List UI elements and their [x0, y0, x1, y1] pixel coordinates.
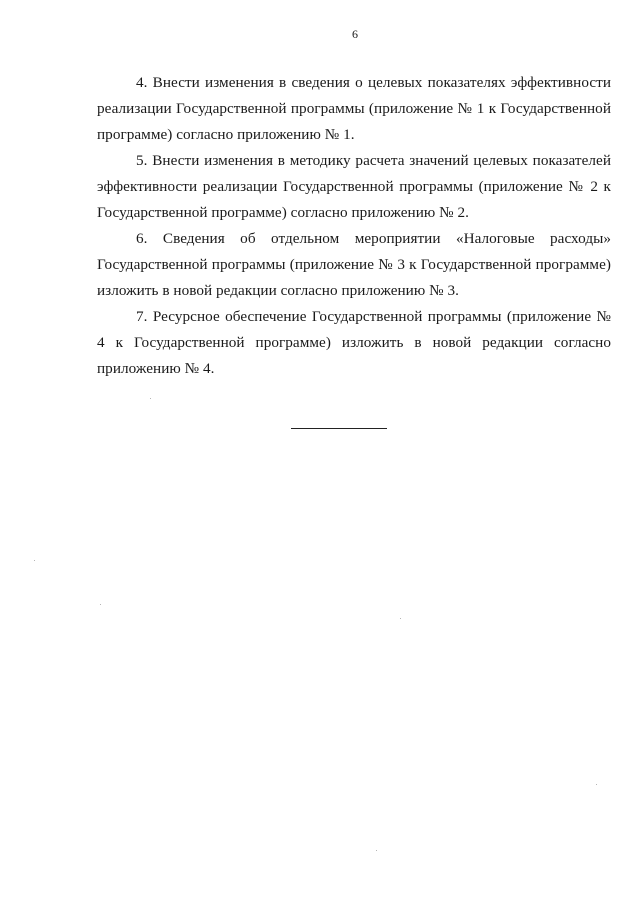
paragraph-item-4: 4. Внести изменения в сведения о целевых показателях эффективности реализации Государственной программы (приложение № 1 к Государственной программе) согласно приложению № 1. — [97, 74, 611, 143]
paragraph-item-5: 5. Внести изменения в методику расчета значений целевых показателей эффективности реализации Государственной программы (приложение № 2 к Государственной программе) согласно приложению № 2. — [97, 152, 611, 221]
scan-speck — [376, 850, 377, 851]
scan-speck — [596, 784, 597, 785]
scan-speck — [150, 398, 151, 399]
closing-separator-line — [291, 428, 387, 429]
paragraph-item-7: 7. Ресурсное обеспечение Государственной программы (приложение № 4 к Государственной программе) изложить в новой редакции согласно приложению № 4. — [97, 308, 611, 377]
paragraph-item-6: 6. Сведения об отдельном мероприятии «Налоговые расходы» Государственной программы (приложение № 3 к Государственной программе) изложить в новой редакции согласно приложению № 3. — [97, 230, 611, 299]
scan-speck — [34, 560, 35, 561]
page-number: 6 — [352, 27, 358, 41]
document-body — [97, 70, 611, 382]
scan-speck — [100, 604, 101, 605]
scan-speck — [400, 618, 401, 619]
